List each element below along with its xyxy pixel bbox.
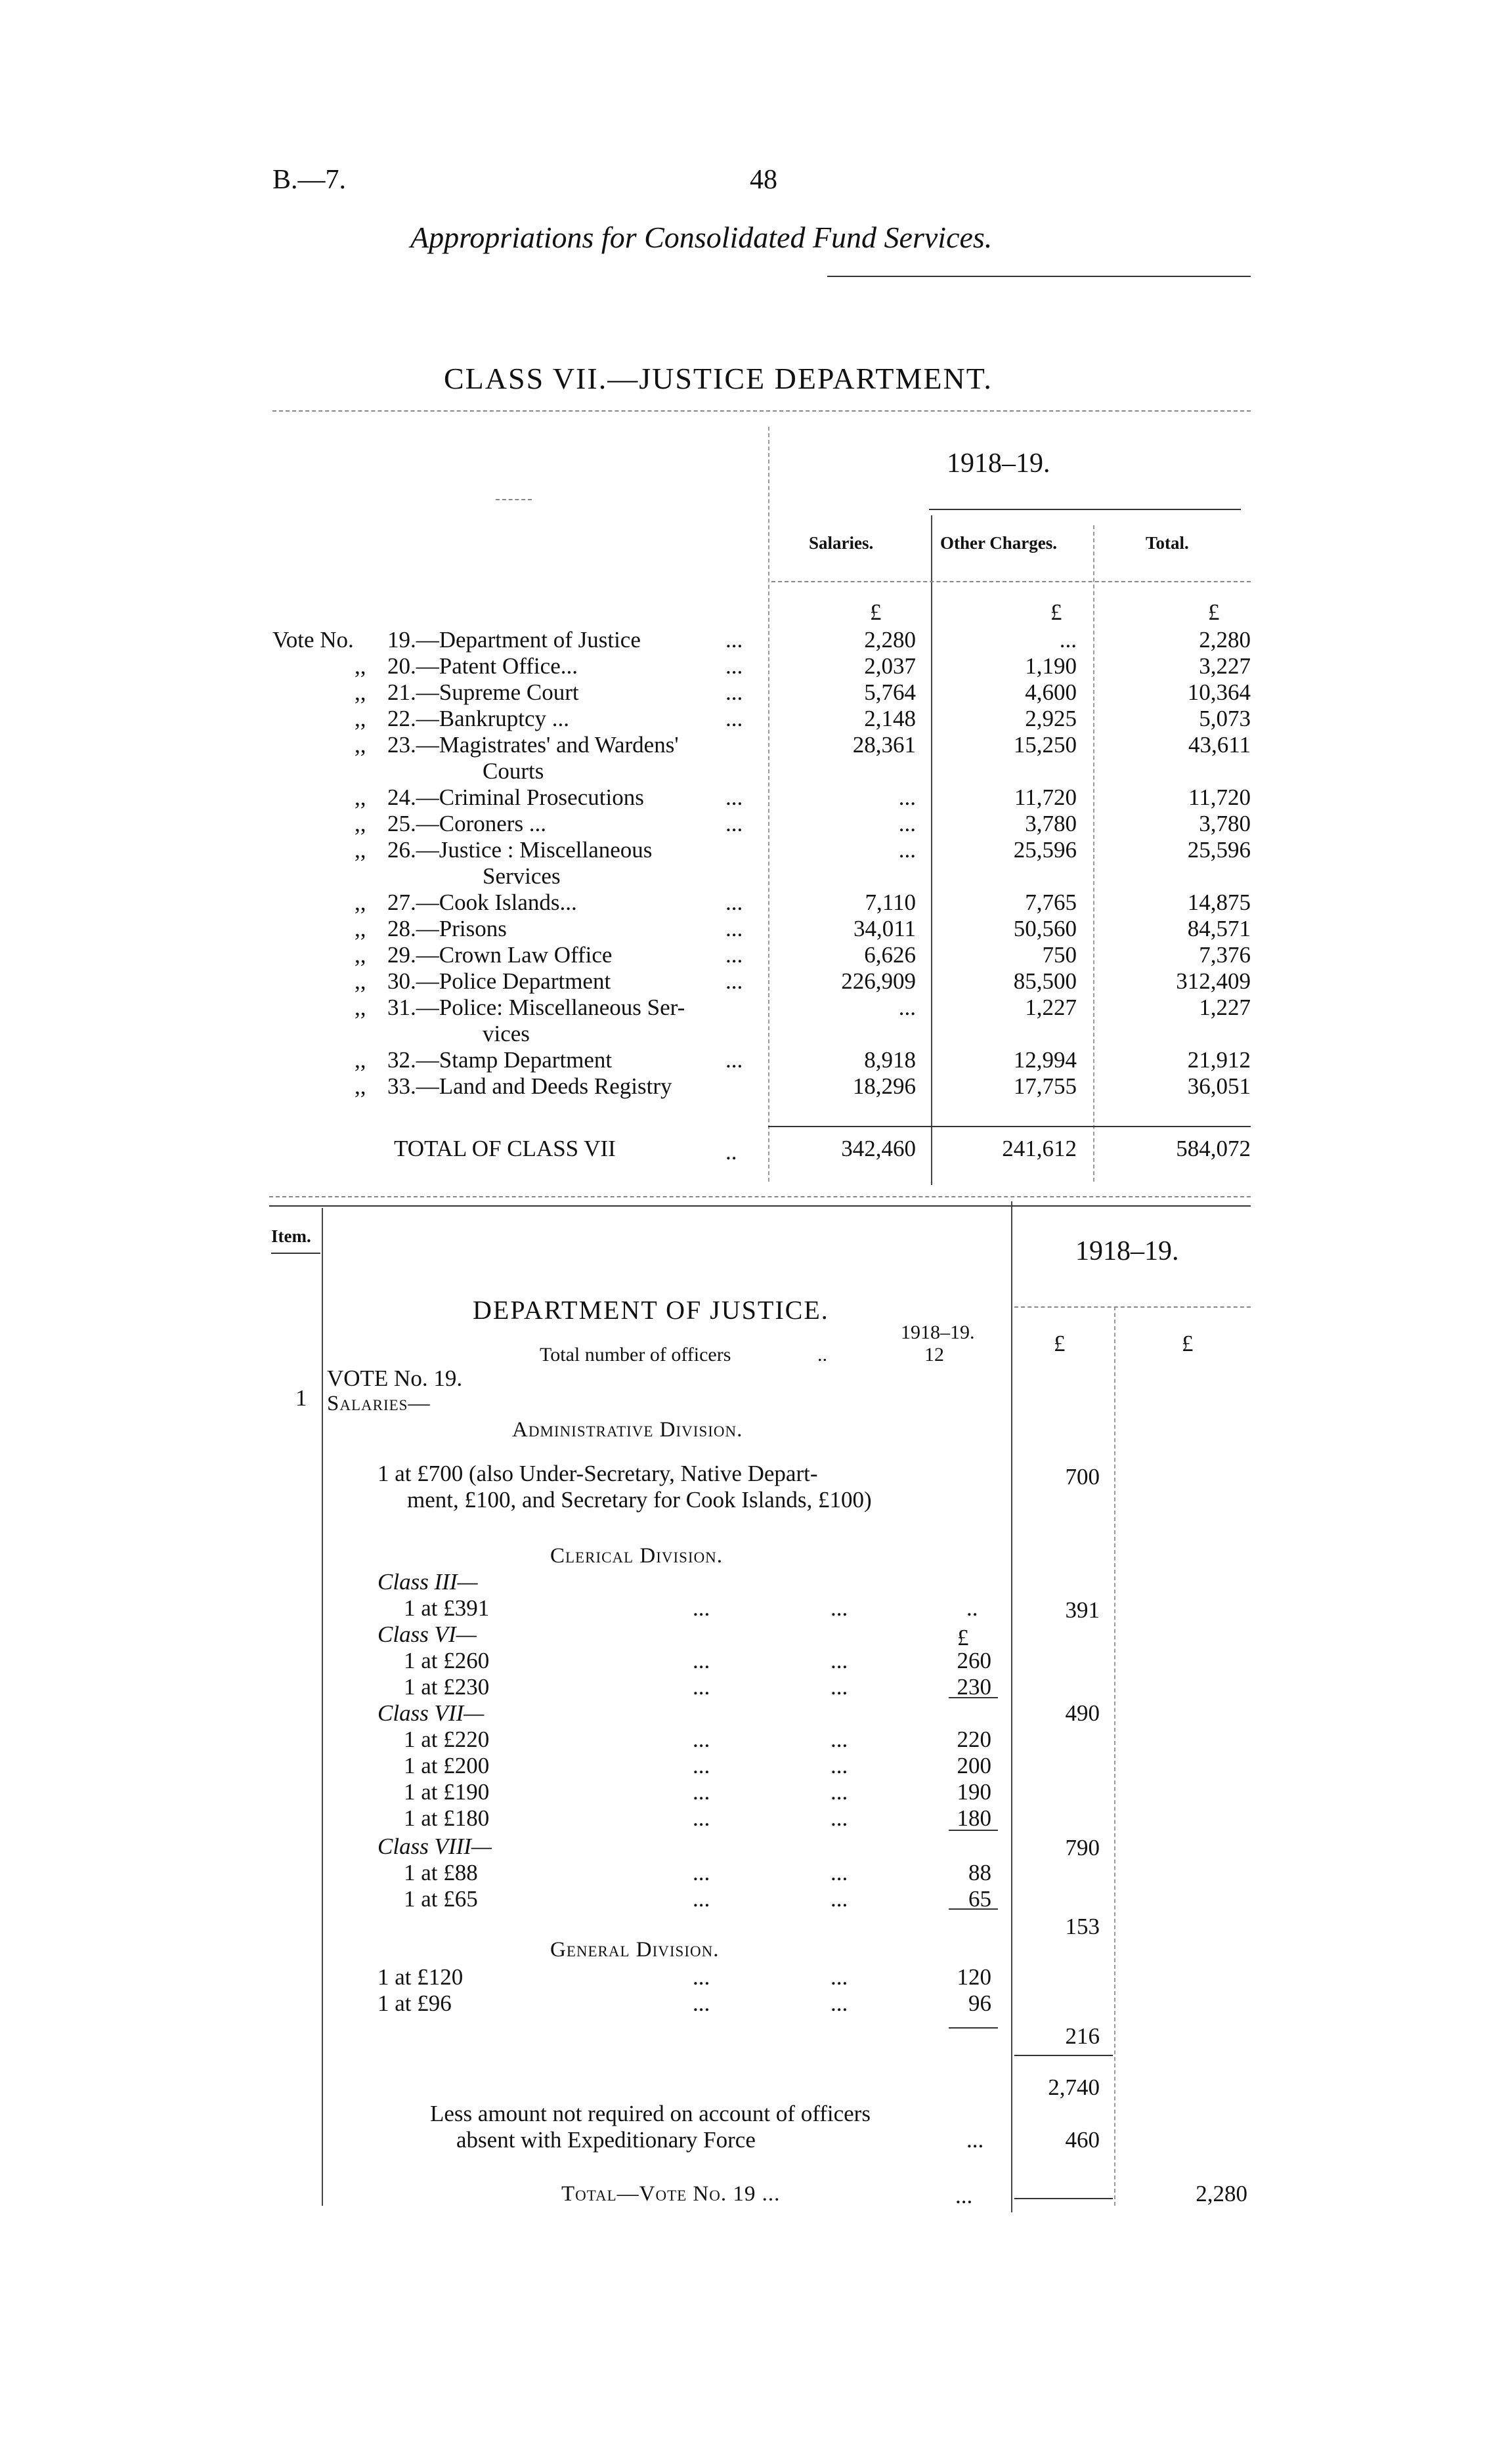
clerical-division: Clerical Division. [550, 1544, 724, 1568]
vote-salaries: 6,626 [864, 942, 916, 968]
leader-dots: ... [831, 1860, 848, 1885]
vote-total: 3,227 [1199, 653, 1251, 679]
rule [949, 1830, 998, 1831]
vote-salaries: 7,110 [865, 890, 916, 915]
page-number: 48 [750, 165, 777, 195]
vote-prefix: ,, [355, 890, 366, 915]
salary-amount: 65 [968, 1886, 991, 1912]
page-title: Appropriations for Consolidated Fund Services. [410, 221, 993, 254]
leader-dots: ... [725, 679, 743, 705]
general-division: General Division. [550, 1938, 720, 1962]
officers-dots: .. [817, 1344, 827, 1365]
leader-dots: ... [693, 1886, 710, 1912]
rule [1014, 2198, 1113, 2199]
vote-other-charges: 25,596 [1013, 837, 1077, 863]
class-total-other: 241,612 [1002, 1136, 1077, 1161]
item-column-header: Item. [271, 1226, 311, 1246]
vote-salaries: ... [898, 837, 916, 863]
vote-prefix: ,, [355, 916, 366, 941]
salary-line: 1 at £391 [404, 1595, 490, 1621]
admin-line: 1 at £700 (also Under-Secretary, Native Depart- [378, 1461, 818, 1486]
salary-amount: 200 [957, 1753, 991, 1778]
vote-prefix: Vote No. [272, 627, 354, 653]
leader-dots: ... [693, 1990, 710, 2016]
vote-total: 10,364 [1187, 679, 1251, 705]
salary-line: 1 at £190 [404, 1779, 490, 1805]
leader-dots: ... [725, 1047, 743, 1073]
vote-other-charges: 2,925 [1025, 706, 1077, 731]
class-6-subtotal: 490 [1065, 1700, 1100, 1726]
salary-line: 1 at £220 [404, 1727, 490, 1752]
vote-salaries: 18,296 [852, 1073, 916, 1099]
leader-dots: ... [725, 890, 743, 915]
vote-total: 43,611 [1188, 732, 1251, 758]
salary-amount: 180 [957, 1805, 991, 1831]
vote-salaries: 2,037 [864, 653, 916, 679]
vote-other-charges: 12,994 [1013, 1047, 1077, 1073]
class-3-amount: 391 [1065, 1597, 1100, 1623]
vote-other-charges: ... [1059, 627, 1077, 653]
vote-other-charges: 1,227 [1025, 995, 1077, 1020]
vote-total: 312,409 [1176, 968, 1251, 994]
vote-other-charges: 11,720 [1014, 784, 1077, 810]
rule [272, 410, 1251, 412]
leader-dots: ... [831, 1727, 848, 1752]
leader-dots: ... [831, 1805, 848, 1831]
currency-salaries: £ [870, 599, 882, 625]
vote-label: 20.—Patent Office... [387, 653, 578, 679]
vote-total: 11,720 [1188, 784, 1251, 810]
salary-amount: 190 [957, 1779, 991, 1805]
class-heading: Class VII— [378, 1700, 485, 1726]
rule [949, 2027, 998, 2029]
administrative-division: Administrative Division. [512, 1418, 743, 1442]
vote-total: 14,875 [1187, 890, 1251, 915]
vote-label-continued: Services [483, 863, 561, 889]
summary-year: 1918–19. [947, 448, 1050, 479]
vote-prefix: ,, [355, 732, 366, 758]
leader-dots: ... [831, 1648, 848, 1673]
vote-salaries: 2,280 [864, 627, 916, 653]
vote-total: 1,227 [1199, 995, 1251, 1020]
pound-sign: £ [1054, 1331, 1066, 1356]
vote-total: 2,280 [1199, 627, 1251, 653]
general-subtotal: 216 [1065, 2023, 1100, 2049]
salary-amount: 260 [957, 1648, 991, 1673]
vote-prefix: ,, [355, 784, 366, 810]
vote-total: 21,912 [1187, 1047, 1251, 1073]
leader-dots: ... [693, 1674, 710, 1700]
salaries-subtotal: 2,740 [1048, 2074, 1100, 2100]
salary-amount: 96 [968, 1990, 991, 2016]
leader-dots: ... [725, 942, 743, 968]
vote-label: 22.—Bankruptcy ... [387, 706, 570, 731]
rule [322, 1208, 323, 2206]
leader-dots: ... [831, 1595, 848, 1621]
leader-dots: ... [693, 1595, 710, 1621]
vote-prefix: ,, [355, 1073, 366, 1099]
vote-salaries: 5,764 [864, 679, 916, 705]
currency-total: £ [1208, 599, 1220, 625]
vote-prefix: ,, [355, 968, 366, 994]
vote-salaries: 34,011 [853, 916, 916, 941]
vote-prefix: ,, [355, 706, 366, 731]
rule [771, 581, 1251, 582]
admin-amount: 700 [1065, 1464, 1100, 1490]
item-number: 1 [295, 1385, 307, 1411]
leader-dots: .. [966, 1595, 978, 1621]
vote-salaries: 226,909 [841, 968, 916, 994]
vote-label: VOTE No. 19. [327, 1365, 463, 1391]
pound-sign: £ [1182, 1331, 1194, 1356]
leader-dots: ... [693, 1860, 710, 1885]
vote-prefix: ,, [355, 1047, 366, 1073]
currency-other: £ [1050, 599, 1062, 625]
rule [269, 1196, 1251, 1197]
leader-dots: ... [831, 1964, 848, 1990]
leader-dots: ... [831, 1886, 848, 1912]
vote-label: 30.—Police Department [387, 968, 611, 994]
officers-year: 1918–19. [901, 1322, 975, 1343]
leader-dots: ... [966, 2127, 984, 2153]
class-total-dots: .. [725, 1139, 737, 1165]
vote-total: 84,571 [1187, 916, 1251, 941]
leader-dots: ... [693, 1727, 710, 1752]
vote-label: 32.—Stamp Department [387, 1047, 613, 1073]
vote-total: 7,376 [1199, 942, 1251, 968]
rule [496, 499, 532, 500]
vote-other-charges: 7,765 [1025, 890, 1077, 915]
salary-line: 1 at £96 [378, 1990, 452, 2016]
vote-other-charges: 15,250 [1013, 732, 1077, 758]
salary-amount: 120 [957, 1964, 991, 1990]
vote-salaries: 28,361 [852, 732, 916, 758]
salary-line: 1 at £65 [404, 1886, 478, 1912]
vote-other-charges: 3,780 [1025, 811, 1077, 836]
leader-dots: ... [831, 1753, 848, 1778]
rule [827, 276, 1251, 277]
vote-prefix: ,, [355, 837, 366, 863]
rule [949, 1908, 998, 1910]
vote-other-charges: 50,560 [1013, 916, 1077, 941]
detail-year: 1918–19. [1075, 1236, 1179, 1266]
vote-label: 33.—Land and Deeds Registry [387, 1073, 672, 1099]
class-8-subtotal: 153 [1065, 1914, 1100, 1939]
less-line: Less amount not required on account of officers [430, 2101, 871, 2126]
department-title: DEPARTMENT OF JUSTICE. [473, 1295, 829, 1325]
rule [931, 515, 932, 1185]
vote-salaries: ... [898, 995, 916, 1020]
vote-salaries: 2,148 [864, 706, 916, 731]
vote-other-charges: 750 [1042, 942, 1077, 968]
vote-label: 23.—Magistrates' and Wardens' [387, 732, 679, 758]
leader-dots: ... [725, 916, 743, 941]
officers-count: 12 [924, 1344, 944, 1365]
class-heading: Class VI— [378, 1622, 477, 1647]
leader-dots: ... [725, 811, 743, 836]
leader-dots: ... [725, 784, 743, 810]
rule [768, 1126, 1251, 1127]
class-heading: Class III— [378, 1569, 478, 1595]
leader-dots: ... [831, 1674, 848, 1700]
rule [1114, 1306, 1115, 2206]
vote-total: 25,596 [1187, 837, 1251, 863]
leader-dots: ... [693, 1779, 710, 1805]
leader-dots: ... [693, 1648, 710, 1673]
vote-label: 31.—Police: Miscellaneous Ser- [387, 995, 685, 1020]
vote-label: 25.—Coroners ... [387, 811, 547, 836]
rule [1014, 1306, 1251, 1308]
leader-dots: ... [693, 1805, 710, 1831]
col-total: Total. [1146, 533, 1189, 553]
vote-prefix: ,, [355, 942, 366, 968]
vote-label: 26.—Justice : Miscellaneous [387, 837, 653, 863]
leader-dots: ... [725, 968, 743, 994]
rule [1014, 2055, 1113, 2056]
class-heading: Class VIII— [378, 1834, 492, 1859]
vote-salaries: 8,918 [864, 1047, 916, 1073]
vote-prefix: ,, [355, 811, 366, 836]
rule [768, 427, 769, 1182]
class-total-total: 584,072 [1176, 1136, 1251, 1161]
class-total-label: TOTAL OF CLASS VII [394, 1136, 616, 1161]
salary-line: 1 at £260 [404, 1648, 490, 1673]
vote-label-continued: vices [483, 1021, 530, 1046]
page-reference: B.—7. [272, 165, 347, 195]
vote-total: 3,780 [1199, 811, 1251, 836]
rule [1093, 525, 1094, 1182]
col-other-charges: Other Charges. [940, 533, 1057, 553]
class-title: CLASS VII.—JUSTICE DEPARTMENT. [444, 362, 993, 395]
leader-dots: ... [693, 1964, 710, 1990]
salary-amount: 220 [957, 1727, 991, 1752]
admin-line: ment, £100, and Secretary for Cook Islands, £100) [407, 1487, 872, 1513]
less-line: absent with Expeditionary Force [456, 2127, 756, 2153]
salary-line: 1 at £88 [404, 1860, 478, 1885]
vote-total: 5,073 [1199, 706, 1251, 731]
vote-label: 28.—Prisons [387, 916, 507, 941]
rule [949, 1697, 998, 1698]
officers-label: Total number of officers [540, 1344, 731, 1365]
vote-total-label: Total—Vote No. 19 ... [561, 2182, 781, 2206]
salary-amount: 230 [957, 1674, 991, 1700]
vote-other-charges: 17,755 [1013, 1073, 1077, 1099]
salary-line: 1 at £180 [404, 1805, 490, 1831]
leader-dots: ... [693, 1753, 710, 1778]
salary-line: 1 at £230 [404, 1674, 490, 1700]
pound-sign: £ [957, 1625, 969, 1650]
leader-dots: ... [725, 653, 743, 679]
leader-dots: ... [725, 627, 743, 653]
vote-label-continued: Courts [483, 758, 544, 784]
vote-salaries: ... [898, 784, 916, 810]
vote-total: 36,051 [1187, 1073, 1251, 1099]
vote-label: 27.—Cook Islands... [387, 890, 577, 915]
vote-label: 24.—Criminal Prosecutions [387, 784, 644, 810]
class-7-subtotal: 790 [1065, 1835, 1100, 1860]
col-salaries: Salaries. [809, 533, 874, 553]
vote-prefix: ,, [355, 653, 366, 679]
salary-amount: 88 [968, 1860, 991, 1885]
vote-other-charges: 85,500 [1013, 968, 1077, 994]
salaries-label: Salaries— [327, 1392, 431, 1415]
class-total-salaries: 342,460 [841, 1136, 916, 1161]
vote-prefix: ,, [355, 679, 366, 705]
vote-label: 19.—Department of Justice [387, 627, 641, 653]
vote-label: 29.—Crown Law Office [387, 942, 613, 968]
leader-dots: ... [955, 2183, 973, 2208]
leader-dots: ... [725, 706, 743, 731]
salary-line: 1 at £120 [378, 1964, 464, 1990]
vote-total-amount: 2,280 [1196, 2181, 1247, 2206]
leader-dots: ... [831, 1779, 848, 1805]
salary-line: 1 at £200 [404, 1753, 490, 1778]
less-amount: 460 [1065, 2127, 1100, 2153]
vote-label: 21.—Supreme Court [387, 679, 579, 705]
vote-other-charges: 4,600 [1025, 679, 1077, 705]
vote-other-charges: 1,190 [1025, 653, 1077, 679]
leader-dots: ... [831, 1990, 848, 2016]
vote-prefix: ,, [355, 995, 366, 1020]
rule [269, 1205, 1251, 1207]
rule [929, 509, 1241, 510]
rule [1011, 1201, 1012, 2212]
rule [271, 1253, 320, 1254]
vote-salaries: ... [898, 811, 916, 836]
